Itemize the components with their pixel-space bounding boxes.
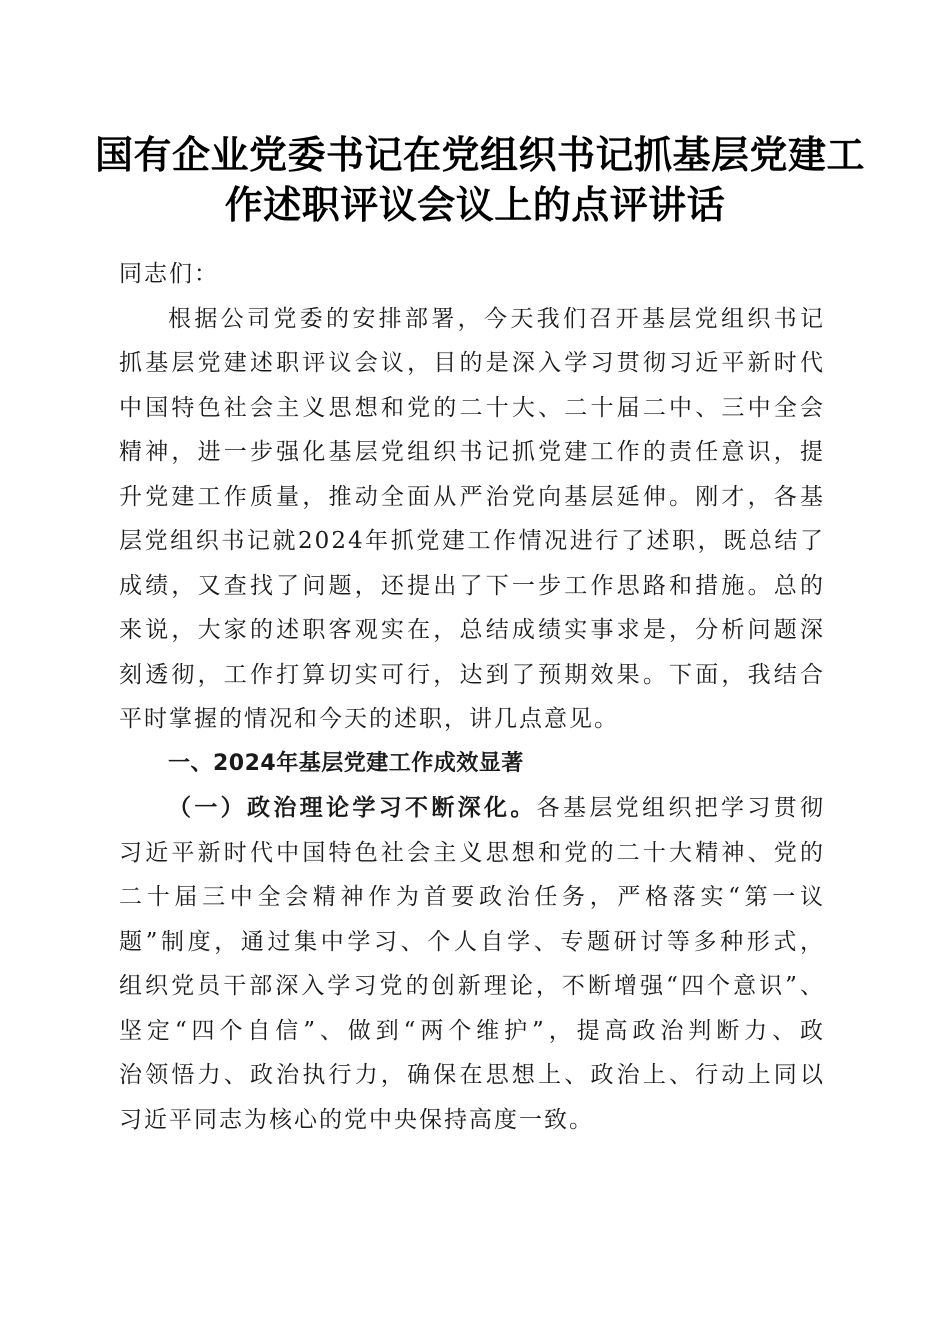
intro-line-1: 根据公司党委的安排部署，今天我们召开基层党组织书记 <box>168 305 825 332</box>
section-1-heading <box>119 742 825 787</box>
subsection-1-heading: （一）政治理论学习不断深化。 <box>168 794 537 821</box>
title-line-1: 国有企业党委书记在党组织书记抓基层党建工 <box>95 132 866 177</box>
subsection-1-paragraph <box>119 786 825 1142</box>
intro-line-5: 升党建工作质量，推动全面从严治党向基层延伸。刚才，各基 <box>119 483 825 510</box>
subsection-1-line-6: 坚定“四个自信”、做到“两个维护”，提高政治判断力、政 <box>119 1017 825 1044</box>
intro-line-10: 平时掌握的情况和今天的述职，讲几点意见。 <box>119 706 619 732</box>
salutation-text: 同志们： <box>119 261 219 287</box>
intro-line-7: 成绩，又查找了问题，还提出了下一步工作思路和措施。总的 <box>119 572 825 599</box>
intro-line-2: 抓基层党建述职评议会议，目的是深入学习贯彻习近平新时代 <box>119 350 825 376</box>
section-1-heading-text: 一、2024年基层党建工作成效显著 <box>168 750 524 776</box>
subsection-1-line-5: 组织党员干部深入学习党的创新理论，不断增强“四个意识”、 <box>119 973 825 999</box>
intro-line-8: 来说，大家的述职客观实在，总结成绩实事求是，分析问题深 <box>119 617 825 643</box>
intro-line-3: 中国特色社会主义思想和党的二十大、二十届二中、三中全会 <box>119 394 825 421</box>
document-title <box>95 130 866 230</box>
subsection-1-line-2: 习近平新时代中国特色社会主义思想和党的二十大精神、党的 <box>119 839 825 866</box>
subsection-1-line-4: 题”制度，通过集中学习、个人自学、专题研讨等多种形式， <box>119 928 825 955</box>
subsection-1-line-7: 治领悟力、政治执行力，确保在思想上、政治上、行动上同以 <box>119 1062 825 1088</box>
intro-line-4: 精神，进一步强化基层党组织书记抓党建工作的责任意识，提 <box>119 439 825 465</box>
intro-paragraph <box>119 297 825 742</box>
subsection-1-line-8: 习近平同志为核心的党中央保持高度一致。 <box>119 1106 594 1133</box>
salutation <box>119 252 825 297</box>
subsection-1-line-1-rest: 各基层党组织把学习贯彻 <box>536 795 826 821</box>
document-body <box>119 252 825 1142</box>
intro-line-6: 层党组织书记就2024年抓党建工作情况进行了述职，既总结了 <box>119 528 825 554</box>
intro-line-9: 刻透彻，工作打算切实可行，达到了预期效果。下面，我结合 <box>119 661 825 688</box>
subsection-1-line-3: 二十届三中全会精神作为首要政治任务，严格落实“第一议 <box>119 884 825 910</box>
subsection-1-line-1 <box>119 786 825 831</box>
title-line-2: 作述职评议会议上的点评讲话 <box>224 182 726 227</box>
